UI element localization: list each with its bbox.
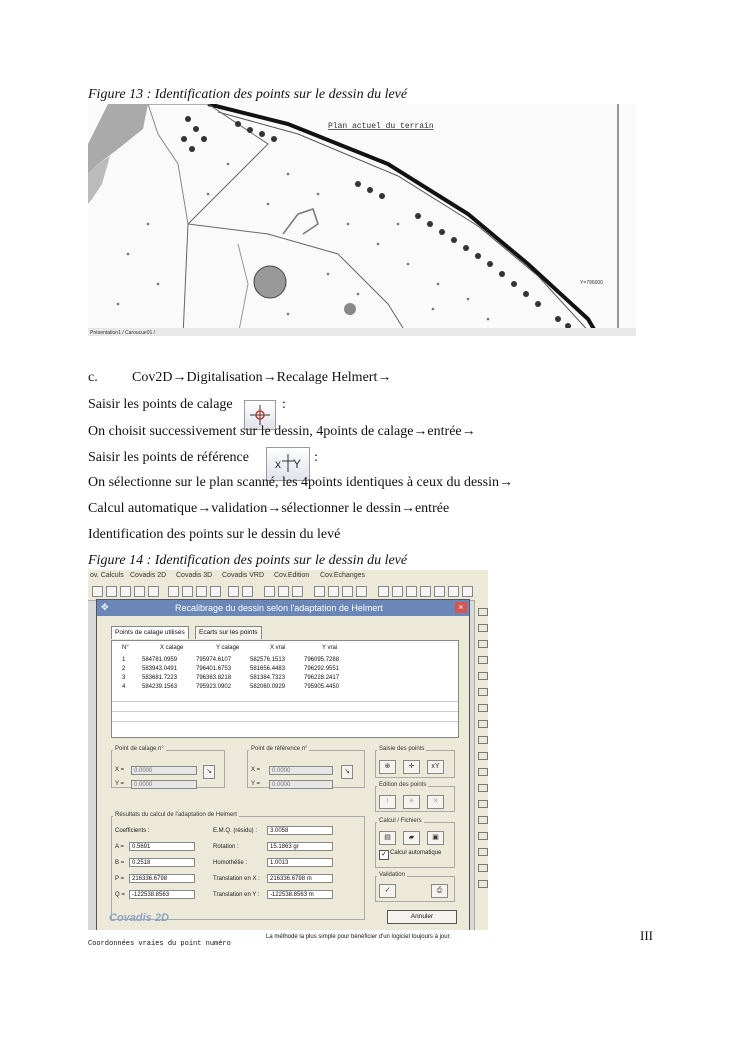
palette-tool[interactable] bbox=[478, 608, 488, 616]
close-icon[interactable]: × bbox=[455, 602, 467, 613]
b-label: B = bbox=[115, 860, 125, 866]
toolbar-button[interactable] bbox=[242, 586, 253, 597]
palette-tool[interactable] bbox=[478, 672, 488, 680]
edit-point-icon[interactable]: ! bbox=[379, 795, 396, 809]
delete-point-icon[interactable]: ✕ bbox=[427, 795, 444, 809]
toolbar-button[interactable] bbox=[148, 586, 159, 597]
menu-cov-echanges[interactable]: Cov.Echanges bbox=[320, 572, 366, 579]
y-label: Y = bbox=[115, 781, 125, 787]
menu-cov-edition[interactable]: Cov.Edition bbox=[274, 572, 310, 579]
point-calage-label: Point de calage n° bbox=[115, 746, 164, 752]
reference-y-field[interactable]: 0.0000 bbox=[269, 780, 333, 789]
instruction-3: Saisir les points de référence bbox=[88, 450, 249, 465]
menu-covadis-vrd[interactable]: Covadis VRD bbox=[222, 572, 265, 579]
b-field[interactable]: 0.2518 bbox=[129, 858, 195, 867]
palette-tool[interactable] bbox=[478, 768, 488, 776]
calage-table bbox=[111, 640, 459, 738]
calage-y-field[interactable]: 0.0000 bbox=[131, 780, 197, 789]
toolbar-button[interactable] bbox=[342, 586, 353, 597]
toolbar-button[interactable] bbox=[278, 586, 289, 597]
calcul-auto-checkbox[interactable]: ✓ bbox=[379, 850, 389, 860]
palette-tool[interactable] bbox=[478, 752, 488, 760]
instruction-1: Saisir les points de calage bbox=[88, 397, 233, 412]
page-number: III bbox=[640, 928, 653, 943]
saisie-calage-icon[interactable]: ✛ bbox=[403, 760, 420, 774]
calculate-icon[interactable]: ▤ bbox=[379, 831, 396, 845]
palette-tool[interactable] bbox=[478, 624, 488, 632]
palette-tool[interactable] bbox=[478, 784, 488, 792]
table-row[interactable]: 3 583681.7223 796363.8218 581384.7323 796228.2417 bbox=[122, 675, 340, 681]
p-label: P = bbox=[115, 876, 125, 882]
instruction-5: Calcul automatique→validation→sélectionner le dessin→entrée bbox=[88, 501, 450, 516]
x-label: X = bbox=[251, 767, 261, 773]
y-label: Y = bbox=[251, 781, 261, 787]
saisie-reference-icon[interactable]: xY bbox=[427, 760, 444, 774]
toolbar-button[interactable] bbox=[462, 586, 473, 597]
palette-tool[interactable] bbox=[478, 832, 488, 840]
toolbar-button[interactable] bbox=[420, 586, 431, 597]
toolbar-button[interactable] bbox=[406, 586, 417, 597]
emq-label: E.M.Q. (résidu) : bbox=[213, 828, 258, 834]
toolbar-button[interactable] bbox=[106, 586, 117, 597]
command-line-text: Coordonnées vraies du point numéro bbox=[88, 940, 231, 948]
move-icon: ✥ bbox=[101, 602, 109, 612]
toolbar-button[interactable] bbox=[264, 586, 275, 597]
col-header: X calage bbox=[160, 645, 184, 651]
open-file-icon[interactable]: ▰ bbox=[403, 831, 420, 845]
a-label: A = bbox=[115, 844, 124, 850]
q-field[interactable]: -122538.8563 bbox=[129, 890, 195, 899]
tab-points-calage[interactable]: Points de calage utilisés bbox=[111, 626, 189, 639]
results-label: Résultats du calcul de l'adaptation de Helmert bbox=[115, 812, 237, 818]
instruction-3-colon: : bbox=[314, 450, 318, 465]
palette-tool[interactable] bbox=[478, 848, 488, 856]
section-marker: c. bbox=[88, 370, 98, 385]
toolbar-button[interactable] bbox=[182, 586, 193, 597]
palette-tool[interactable] bbox=[478, 800, 488, 808]
translation-x-field[interactable]: 216336.6798 m bbox=[267, 874, 333, 883]
toolbar-button[interactable] bbox=[378, 586, 389, 597]
table-header bbox=[112, 645, 458, 654]
svg-text:x: x bbox=[275, 457, 281, 471]
palette-tool[interactable] bbox=[478, 640, 488, 648]
menu-calculs[interactable]: ov. Calculs bbox=[90, 572, 124, 579]
toolbar-button[interactable] bbox=[356, 586, 367, 597]
app-menubar bbox=[88, 570, 488, 583]
saisie-label: Saisie des points bbox=[379, 746, 425, 752]
palette-tool[interactable] bbox=[478, 816, 488, 824]
map-title: Plan actuel du terrain bbox=[328, 122, 434, 131]
toolbar-button[interactable] bbox=[120, 586, 131, 597]
palette-tool[interactable] bbox=[478, 656, 488, 664]
calcul-auto-label: Calcul automatique bbox=[390, 850, 442, 856]
move-point-icon[interactable]: ✳ bbox=[403, 795, 420, 809]
palette-tool[interactable] bbox=[478, 736, 488, 744]
translation-x-label: Translation en X : bbox=[213, 876, 260, 882]
toolbar-button[interactable] bbox=[328, 586, 339, 597]
p-field[interactable]: 216336.6798 bbox=[129, 874, 195, 883]
tab-ecarts[interactable]: Ecarts sur les points bbox=[195, 626, 262, 639]
toolbar-button[interactable] bbox=[168, 586, 179, 597]
instruction-1-colon: : bbox=[282, 397, 286, 412]
col-header: X vrai bbox=[270, 645, 286, 651]
col-header: Y vrai bbox=[322, 645, 338, 651]
q-label: Q = bbox=[115, 892, 125, 898]
toolbar-button[interactable] bbox=[196, 586, 207, 597]
saisie-both-icon[interactable]: ⊕ bbox=[379, 760, 396, 774]
calcul-group bbox=[375, 822, 455, 868]
save-icon[interactable]: ▣ bbox=[427, 831, 444, 845]
rotation-label: Rotation : bbox=[213, 844, 239, 850]
x-label: X = bbox=[115, 767, 125, 773]
figure-14-screenshot bbox=[88, 570, 488, 956]
tip-text: La méthode la plus simple pour bénéficier d'un logiciel toujours à jour. bbox=[266, 934, 451, 940]
section-path: Cov2D→Digitalisation→Recalage Helmert→ bbox=[132, 370, 392, 385]
pick-point-icon[interactable]: ↘ bbox=[203, 765, 215, 779]
palette-tool[interactable] bbox=[478, 688, 488, 696]
map-bottom-tabs: Présentation1 / Caroucue01 / bbox=[90, 330, 156, 336]
translation-y-field[interactable]: -122538.8563 m bbox=[267, 890, 333, 899]
covadis-logo: Covadis 2D bbox=[109, 912, 169, 924]
point-reference-label: Point de référence n° bbox=[251, 746, 308, 752]
toolbar-button[interactable] bbox=[392, 586, 403, 597]
toolbar-button[interactable] bbox=[292, 586, 303, 597]
palette-tool[interactable] bbox=[478, 880, 488, 888]
figure-14-caption: Figure 14 : Identification des points sur le dessin du levé bbox=[88, 553, 408, 568]
homothetie-label: Homothétie : bbox=[213, 860, 248, 866]
validation-label: Validation bbox=[379, 872, 405, 878]
toolbar-button[interactable] bbox=[448, 586, 459, 597]
palette-tool[interactable] bbox=[478, 864, 488, 872]
a-field[interactable]: 0.5691 bbox=[129, 842, 195, 851]
rotation-field[interactable]: 15.1863 gr bbox=[267, 842, 333, 851]
helmert-dialog bbox=[96, 599, 470, 931]
cancel-button[interactable]: Annuler bbox=[387, 910, 457, 924]
print-icon[interactable]: ⎙ bbox=[431, 884, 448, 898]
emq-field[interactable]: 3.0058 bbox=[267, 826, 333, 835]
homothetie-field[interactable]: 1.0013 bbox=[267, 858, 333, 867]
figure-13-caption: Figure 13 : Identification des points sur le dessin du levé bbox=[88, 87, 408, 102]
validate-check-icon[interactable]: ✓ bbox=[379, 884, 396, 898]
calcul-label: Calcul / Fichiers bbox=[379, 818, 422, 824]
toolbar-button[interactable] bbox=[92, 586, 103, 597]
toolbar-button[interactable] bbox=[210, 586, 221, 597]
right-tool-palette bbox=[474, 600, 488, 930]
reference-x-field[interactable]: 0.0000 bbox=[269, 766, 333, 775]
col-header: Y calage bbox=[216, 645, 240, 651]
toolbar-button[interactable] bbox=[228, 586, 239, 597]
menu-covadis-3d[interactable]: Covadis 3D bbox=[176, 572, 213, 579]
figure-13-survey-map bbox=[88, 104, 636, 336]
calage-x-field[interactable]: 0.0000 bbox=[131, 766, 197, 775]
col-header: N° bbox=[122, 645, 129, 651]
table-row[interactable]: 2 583943.0491 796401.6753 581656.4483 796292.9551 bbox=[122, 666, 340, 672]
palette-tool[interactable] bbox=[478, 720, 488, 728]
table-row[interactable]: 1 584781.0959 795974.6107 582576.1513 796095.7288 bbox=[122, 657, 340, 663]
table-row[interactable]: 4 584239.1563 795923.0902 582060.0929 795905.4450 bbox=[122, 684, 340, 690]
dialog-title: Recalibrage du dessin selon l'adaptation de Helmert bbox=[175, 603, 383, 613]
menu-covadis-2d[interactable]: Covadis 2D bbox=[130, 572, 167, 579]
dialog-titlebar bbox=[97, 600, 469, 616]
toolbar-button[interactable] bbox=[314, 586, 325, 597]
instruction-6: Identification des points sur le dessin du levé bbox=[88, 527, 341, 542]
map-coordinate-label: Y=796000 bbox=[580, 280, 603, 286]
coefficients-label: Coefficients : bbox=[115, 828, 150, 834]
translation-y-label: Translation en Y : bbox=[213, 892, 260, 898]
pick-point-icon[interactable]: ↘ bbox=[341, 765, 353, 779]
status-area bbox=[88, 930, 488, 956]
palette-tool[interactable] bbox=[478, 704, 488, 712]
edition-label: Edition des points bbox=[379, 782, 427, 788]
instruction-4: On sélectionne sur le plan scanné, les 4points identiques à ceux du dessin→ bbox=[88, 475, 513, 490]
toolbar-button[interactable] bbox=[434, 586, 445, 597]
toolbar-button[interactable] bbox=[134, 586, 145, 597]
svg-text:Y: Y bbox=[293, 457, 302, 471]
instruction-2: On choisit successivement sur le dessin, 4points de calage→entrée→ bbox=[88, 424, 476, 439]
